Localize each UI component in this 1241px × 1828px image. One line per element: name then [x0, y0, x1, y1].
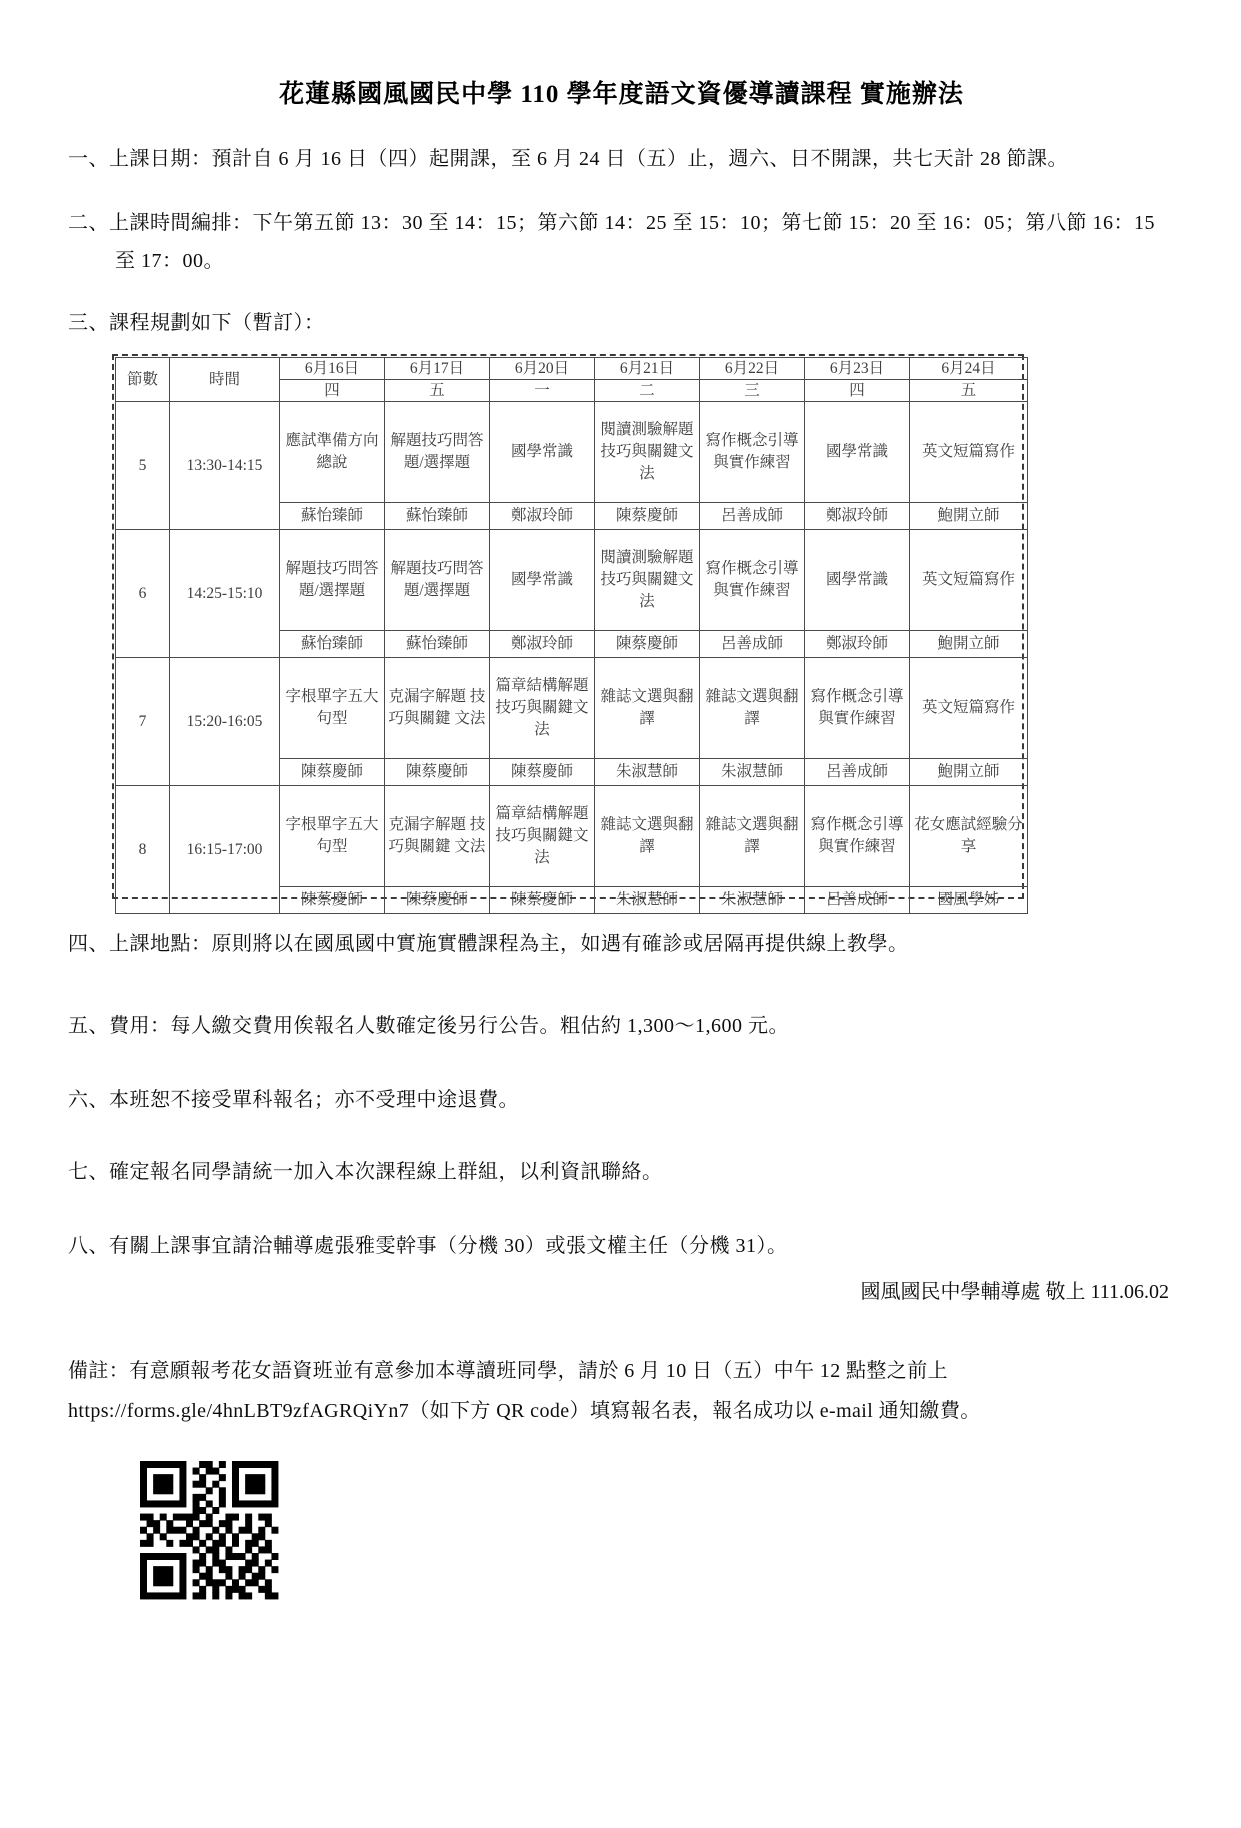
period-time: 13:30-14:15 — [170, 402, 280, 530]
schedule-teacher-cell: 朱淑慧師 — [700, 887, 805, 914]
schedule-topic-cell: 寫作概念引導與實作練習 — [700, 530, 805, 631]
schedule-teacher-cell: 鄭淑玲師 — [490, 631, 595, 658]
paragraph-label: 七、 — [68, 1161, 109, 1183]
schedule-teacher-cell: 呂善成師 — [805, 759, 910, 786]
qr-code-registration-form — [140, 1461, 278, 1599]
schedule-topic-cell: 英文短篇寫作 — [910, 402, 1028, 503]
schedule-topic-cell: 寫作概念引導與實作練習 — [700, 402, 805, 503]
paragraph-label: 五、 — [68, 1015, 109, 1037]
schedule-teacher-cell: 陳蔡慶師 — [490, 887, 595, 914]
schedule-teacher-cell: 陳蔡慶師 — [490, 759, 595, 786]
schedule-teacher-cell: 蘇怡臻師 — [385, 503, 490, 530]
document-page — [0, 74, 1241, 1828]
schedule-teacher-cell: 鮑開立師 — [910, 759, 1028, 786]
schedule-teacher-cell: 呂善成師 — [700, 503, 805, 530]
schedule-topic-cell: 寫作概念引導與實作練習 — [805, 658, 910, 759]
schedule-teacher-cell: 朱淑慧師 — [700, 759, 805, 786]
paragraph-no-single-subject — [68, 1081, 1175, 1119]
paragraph-label: 八、 — [68, 1235, 109, 1257]
schedule-topic-cell: 字根單字五大句型 — [280, 786, 385, 887]
schedule-table — [115, 357, 1028, 914]
registration-form-url[interactable]: https://forms.gle/4hnLBT9zfAGRQiYn7 — [68, 1400, 410, 1422]
schedule-topic-cell: 國學常識 — [805, 530, 910, 631]
period-number: 5 — [116, 402, 170, 530]
schedule-teacher-cell: 朱淑慧師 — [595, 759, 700, 786]
schedule-topic-cell: 字根單字五大句型 — [280, 658, 385, 759]
schedule-topic-cell: 寫作概念引導與實作練習 — [805, 786, 910, 887]
paragraph-label: 六、 — [68, 1089, 109, 1111]
schedule-teacher-cell: 陳蔡慶師 — [280, 759, 385, 786]
paragraph-text: 確定報名同學請統一加入本次課程線上群組，以利資訊聯絡。 — [109, 1161, 663, 1183]
header-time-column: 時間 — [170, 358, 280, 402]
header-date: 6月22日 — [700, 358, 805, 380]
schedule-topic-cell: 克漏字解題 技巧與關鍵 文法 — [385, 786, 490, 887]
paragraph-location — [68, 925, 1175, 963]
paragraph-contacts — [68, 1227, 1175, 1265]
schedule-topic-cell: 雜誌文選與翻譯 — [595, 658, 700, 759]
paragraph-text: 課程規劃如下（暫訂）： — [109, 312, 325, 334]
paragraph-label: 三、 — [68, 312, 109, 334]
paragraph-text: 費用：每人繳交費用俟報名人數確定後另行公告。粗估約 1,300～1,600 元。 — [109, 1015, 789, 1037]
paragraph-class-times — [68, 204, 1175, 280]
schedule-teacher-cell: 陳蔡慶師 — [280, 887, 385, 914]
paragraph-text: 上課地點：原則將以在國風國中實施實體課程為主，如遇有確診或居隔再提供線上教學。 — [109, 933, 909, 955]
schedule-teacher-cell: 陳蔡慶師 — [595, 631, 700, 658]
period-time: 14:25-15:10 — [170, 530, 280, 658]
document-title: 花蓮縣國風國民中學 110 學年度語文資優導讀課程 實施辦法 — [279, 81, 964, 108]
schedule-topic-cell: 花女應試經驗分享 — [910, 786, 1028, 887]
schedule-topic-cell: 解題技巧問答題/選擇題 — [385, 530, 490, 631]
paragraph-text: 有關上課事宜請洽輔導處張雅雯幹事（分機 30）或張文權主任（分機 31）。 — [109, 1235, 788, 1257]
schedule-teacher-cell: 陳蔡慶師 — [385, 887, 490, 914]
header-date: 6月16日 — [280, 358, 385, 380]
remark-text-before-url: 備註：有意願報考花女語資班並有意參加本導讀班同學，請於 6 月 10 日（五）中午 12 點整之前上 — [68, 1360, 948, 1382]
paragraph-text: 上課時間編排：下午第五節 13：30 至 14：15；第六節 14：25 至 15：10；第七節 15：20 至 16：05；第八節 16：15 至 17：00。 — [109, 212, 1155, 272]
schedule-teacher-cell: 鄭淑玲師 — [805, 631, 910, 658]
schedule-topic-cell: 克漏字解題 技巧與關鍵 文法 — [385, 658, 490, 759]
schedule-teacher-cell: 陳蔡慶師 — [595, 503, 700, 530]
paragraph-curriculum-intro — [68, 304, 1175, 342]
schedule-teacher-cell: 鄭淑玲師 — [805, 503, 910, 530]
header-weekday: 五 — [910, 380, 1028, 402]
header-date: 6月20日 — [490, 358, 595, 380]
schedule-topic-cell: 解題技巧問答題/選擇題 — [385, 402, 490, 503]
schedule-topic-cell: 英文短篇寫作 — [910, 658, 1028, 759]
schedule-topic-cell: 國學常識 — [490, 402, 595, 503]
period-time: 16:15-17:00 — [170, 786, 280, 914]
header-date: 6月21日 — [595, 358, 700, 380]
paragraph-class-dates — [68, 140, 1175, 178]
schedule-teacher-cell: 鮑開立師 — [910, 631, 1028, 658]
paragraph-label: 二、 — [68, 212, 109, 234]
paragraph-fee — [68, 1007, 1175, 1045]
schedule-topic-cell: 雜誌文選與翻譯 — [595, 786, 700, 887]
paragraph-label: 一、 — [68, 148, 109, 170]
header-weekday: 四 — [280, 380, 385, 402]
schedule-topic-cell: 國學常識 — [490, 530, 595, 631]
schedule-teacher-cell: 鄭淑玲師 — [490, 503, 595, 530]
header-weekday: 一 — [490, 380, 595, 402]
schedule-teacher-cell: 蘇怡臻師 — [280, 631, 385, 658]
schedule-topic-cell: 篇章結構解題技巧與關鍵文法 — [490, 658, 595, 759]
schedule-topic-cell: 閱讀測驗解題技巧與關鍵文法 — [595, 402, 700, 503]
schedule-teacher-cell: 呂善成師 — [700, 631, 805, 658]
header-date: 6月23日 — [805, 358, 910, 380]
paragraph-online-group — [68, 1153, 1175, 1191]
header-date: 6月17日 — [385, 358, 490, 380]
paragraph-text: 上課日期：預計自 6 月 16 日（四）起開課，至 6 月 24 日（五）止，週六、日不開課，共七天計 28 節課。 — [109, 148, 1068, 170]
schedule-topic-cell: 國學常識 — [805, 402, 910, 503]
schedule-teacher-cell: 鮑開立師 — [910, 503, 1028, 530]
header-weekday: 五 — [385, 380, 490, 402]
period-number: 8 — [116, 786, 170, 914]
header-period-column: 節數 — [116, 358, 170, 402]
schedule-topic-cell: 雜誌文選與翻譯 — [700, 658, 805, 759]
period-number: 6 — [116, 530, 170, 658]
schedule-topic-cell: 篇章結構解題技巧與關鍵文法 — [490, 786, 595, 887]
schedule-teacher-cell: 呂善成師 — [805, 887, 910, 914]
schedule-topic-cell: 解題技巧問答題/選擇題 — [280, 530, 385, 631]
paragraph-label: 四、 — [68, 933, 109, 955]
schedule-teacher-cell: 蘇怡臻師 — [385, 631, 490, 658]
schedule-teacher-cell: 蘇怡臻師 — [280, 503, 385, 530]
schedule-teacher-cell: 國風學姊 — [910, 887, 1028, 914]
period-number: 7 — [116, 658, 170, 786]
schedule-teacher-cell: 朱淑慧師 — [595, 887, 700, 914]
schedule-topic-cell: 雜誌文選與翻譯 — [700, 786, 805, 887]
schedule-topic-cell: 英文短篇寫作 — [910, 530, 1028, 631]
schedule-topic-cell: 閱讀測驗解題技巧與關鍵文法 — [595, 530, 700, 631]
header-weekday: 二 — [595, 380, 700, 402]
period-time: 15:20-16:05 — [170, 658, 280, 786]
signature-line: 國風國民中學輔導處 敬上 111.06.02 — [860, 1281, 1169, 1303]
paragraph-text: 本班恕不接受單科報名；亦不受理中途退費。 — [109, 1089, 519, 1111]
schedule-topic-cell: 應試準備方向總說 — [280, 402, 385, 503]
header-weekday: 三 — [700, 380, 805, 402]
schedule-teacher-cell: 陳蔡慶師 — [385, 759, 490, 786]
remark-paragraph — [68, 1351, 1175, 1431]
header-date: 6月24日 — [910, 358, 1028, 380]
header-weekday: 四 — [805, 380, 910, 402]
remark-text-after-url: （如下方 QR code）填寫報名表，報名成功以 e-mail 通知繳費。 — [409, 1400, 981, 1422]
schedule-table-selection-border — [112, 354, 1024, 908]
